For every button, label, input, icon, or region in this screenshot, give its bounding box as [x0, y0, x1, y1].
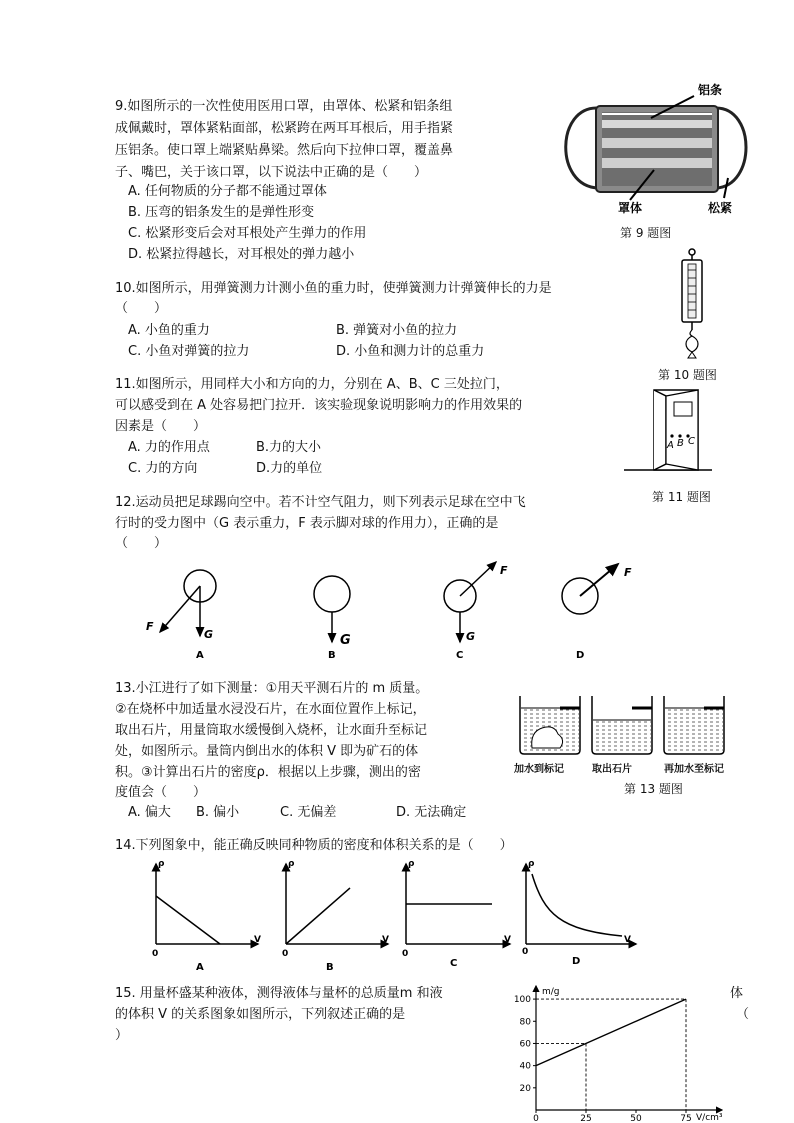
diagram-c-label: C	[456, 650, 464, 661]
chart-y-axis-label: m/g	[542, 987, 560, 997]
q11-line-1: 11.如图所示，用同样大小和方向的力，分别在 A、B、C 三处拉门，	[115, 377, 509, 392]
q10-option-d[interactable]: D. 小鱼和测力计的总重力	[336, 344, 485, 359]
q15-line-2: 的体积 V 的关系图象如图所示，下列叙述正确的是	[115, 1007, 406, 1022]
graph-d-label: D	[572, 956, 581, 967]
door-point-c: C	[688, 436, 695, 447]
q10-line-1: 10.如图所示，用弹簧测力计测小鱼的重力时，使弹簧测力计弹簧伸长的力是	[115, 281, 552, 296]
beaker-2-label: 取出石片	[592, 764, 632, 775]
q11-option-c[interactable]: C. 力的方向	[128, 461, 198, 476]
chart-y-tick-label: 60	[519, 1039, 531, 1050]
graph-d[interactable]	[522, 859, 636, 967]
chart-x-tick-label: 25	[580, 1114, 592, 1122]
chart-y-tick-label: 40	[519, 1061, 531, 1072]
diagram-a-g-label: G	[204, 628, 214, 641]
q13-option-c[interactable]: C. 无偏差	[280, 805, 337, 820]
door-point-b: B	[677, 438, 684, 449]
q9-caption: 第 9 题图	[620, 226, 672, 240]
mass-volume-chart	[506, 982, 736, 1122]
diagram-d-f-label: F	[624, 566, 632, 579]
graph-a-origin: 0	[152, 949, 159, 959]
graph-c-origin: 0	[402, 949, 409, 959]
force-diagram-b[interactable]	[314, 576, 351, 661]
graph-b-y-label: ρ	[288, 859, 295, 869]
q10-caption: 第 10 题图	[658, 368, 717, 382]
beaker-1-label: 加水到标记	[514, 764, 564, 775]
chart-y-tick-label: 80	[519, 1017, 531, 1028]
q15-line-3: ）	[115, 1028, 129, 1043]
q13-line-4: 处，如图所示。量筒内倒出水的体积 V 即为矿石的体	[115, 744, 419, 759]
q13-option-d[interactable]: D. 无法确定	[396, 805, 467, 820]
graph-c-y-label: ρ	[408, 859, 415, 869]
beaker-1	[520, 696, 580, 754]
q10-option-c[interactable]: C. 小鱼对弹簧的拉力	[128, 344, 250, 359]
graph-d-y-label: ρ	[528, 859, 535, 869]
q11-option-b[interactable]: B.力的大小	[256, 440, 322, 455]
chart-x-tick-label: 0	[533, 1114, 539, 1122]
beaker-figures	[512, 688, 732, 758]
graph-a[interactable]	[152, 859, 261, 973]
q14-line: 14.下列图象中，能正确反映同种物质的密度和体积关系的是（ ）	[115, 838, 513, 853]
q12-line-2: 行时的受力图中（G 表示重力，F 表示脚对球的作用力），正确的是	[115, 516, 499, 531]
q9-line-3: 压铝条。使口罩上端紧贴鼻梁。然后向下拉伸口罩，覆盖鼻	[115, 143, 454, 158]
beaker-3	[664, 696, 724, 754]
q9-option-c[interactable]: C. 松紧形变后会对耳根处产生弹力的作用	[128, 226, 367, 241]
beaker-2	[592, 696, 652, 754]
beaker-3-label: 再加水至标记	[664, 764, 724, 775]
q9-line-2: 成佩戴时，罩体紧粘面部，松紧跨在两耳耳根后，用手指紧	[115, 121, 454, 136]
mask-figure	[556, 78, 756, 218]
q15-line-2-tail: （	[736, 1007, 750, 1022]
q13-line-3: 取出石片，用量筒取水缓慢倒入烧杯，让水面升至标记	[115, 723, 428, 738]
graph-a-y-label: ρ	[158, 859, 165, 869]
graph-b-label: B	[326, 962, 334, 973]
q10-option-a[interactable]: A. 小鱼的重力	[128, 323, 210, 338]
elastic-label: 松紧	[708, 201, 733, 215]
door-point-a: A	[667, 440, 674, 451]
q15-line-1: 15. 用量杯盛某种液体，测得液体与量杯的总质量m 和液	[115, 986, 443, 1001]
graph-d-x-label: V	[624, 935, 631, 945]
graph-a-x-label: V	[254, 935, 261, 945]
q11-line-2: 可以感受到在 A 处容易把门拉开．该实验现象说明影响力的作用效果的	[115, 398, 523, 413]
chart-x-axis-label: V/cm³	[696, 1113, 723, 1122]
graph-c-x-label: V	[504, 935, 511, 945]
aluminum-strip-label: 铝条	[698, 83, 723, 97]
q9-option-a[interactable]: A. 任何物质的分子都不能通过罩体	[128, 184, 327, 199]
door-figure	[624, 384, 714, 476]
force-diagram-a[interactable]	[146, 570, 216, 661]
q13-option-b[interactable]: B. 偏小	[196, 805, 240, 820]
q13-caption: 第 13 题图	[624, 782, 683, 796]
q13-line-1: 13.小江进行了如下测量：①用天平测石片的 m 质量。	[115, 681, 429, 696]
q12-line-1: 12.运动员把足球踢向空中。若不计空气阻力，则下列表示足球在空中飞	[115, 495, 526, 510]
fish-icon	[686, 336, 698, 352]
q11-caption: 第 11 题图	[652, 490, 711, 504]
chart-x-tick-label: 75	[680, 1114, 692, 1122]
graph-c-label: C	[450, 958, 458, 969]
diagram-b-label: B	[328, 650, 336, 661]
graph-b[interactable]	[282, 859, 389, 973]
chart-x-tick-label: 50	[630, 1114, 642, 1122]
graph-d-origin: 0	[522, 947, 529, 957]
force-diagram-c[interactable]	[444, 562, 508, 661]
chart-series-line	[536, 999, 686, 1066]
force-diagrams	[130, 556, 650, 664]
q11-line-3: 因素是（ ）	[115, 419, 207, 434]
density-graphs	[140, 858, 660, 976]
q13-line-6: 度值会（ ）	[115, 785, 207, 800]
diagram-a-f-label: F	[146, 620, 154, 633]
chart-y-tick-label: 20	[519, 1083, 531, 1094]
diagram-c-f-label: F	[500, 564, 508, 577]
q10-line-2: （ ）	[115, 301, 168, 316]
q11-option-a[interactable]: A. 力的作用点	[128, 440, 210, 455]
diagram-d-label: D	[576, 650, 585, 661]
graph-b-origin: 0	[282, 949, 289, 959]
diagram-b-g-label: G	[340, 633, 351, 648]
graph-c[interactable]	[402, 859, 511, 969]
mask-body-label: 罩体	[618, 201, 643, 215]
chart-y-tick-label: 100	[513, 995, 531, 1006]
q10-option-b[interactable]: B. 弹簧对小鱼的拉力	[336, 323, 458, 338]
diagram-a-label: A	[196, 650, 204, 661]
force-diagram-d[interactable]	[562, 564, 632, 661]
q13-line-5: 积。③计算出石片的密度ρ．根据以上步骤，测出的密	[115, 765, 421, 780]
spring-scale-figure	[672, 248, 712, 360]
q9-option-b[interactable]: B. 压弯的铝条发生的是弹性形变	[128, 205, 315, 220]
graph-b-x-label: V	[382, 935, 389, 945]
q13-line-2: ②在烧杯中加适量水浸没石片，在水面位置作上标记，	[115, 702, 426, 717]
q9-option-d[interactable]: D. 松紧拉得越长，对耳根处的弹力越小	[128, 247, 355, 262]
q9-line-4: 子、嘴巴，关于该口罩，以下说法中正确的是（ ）	[115, 165, 428, 180]
q15-line-1-tail: 体	[730, 986, 744, 1001]
diagram-c-g-label: G	[466, 630, 476, 643]
q11-option-d[interactable]: D.力的单位	[256, 461, 323, 476]
q9-line-1: 9.如图所示的一次性使用医用口罩，由罩体、松紧和铝条组	[115, 99, 453, 114]
q12-line-3: （ ）	[115, 536, 168, 551]
q13-option-a[interactable]: A. 偏大	[128, 805, 171, 820]
graph-a-label: A	[196, 962, 204, 973]
